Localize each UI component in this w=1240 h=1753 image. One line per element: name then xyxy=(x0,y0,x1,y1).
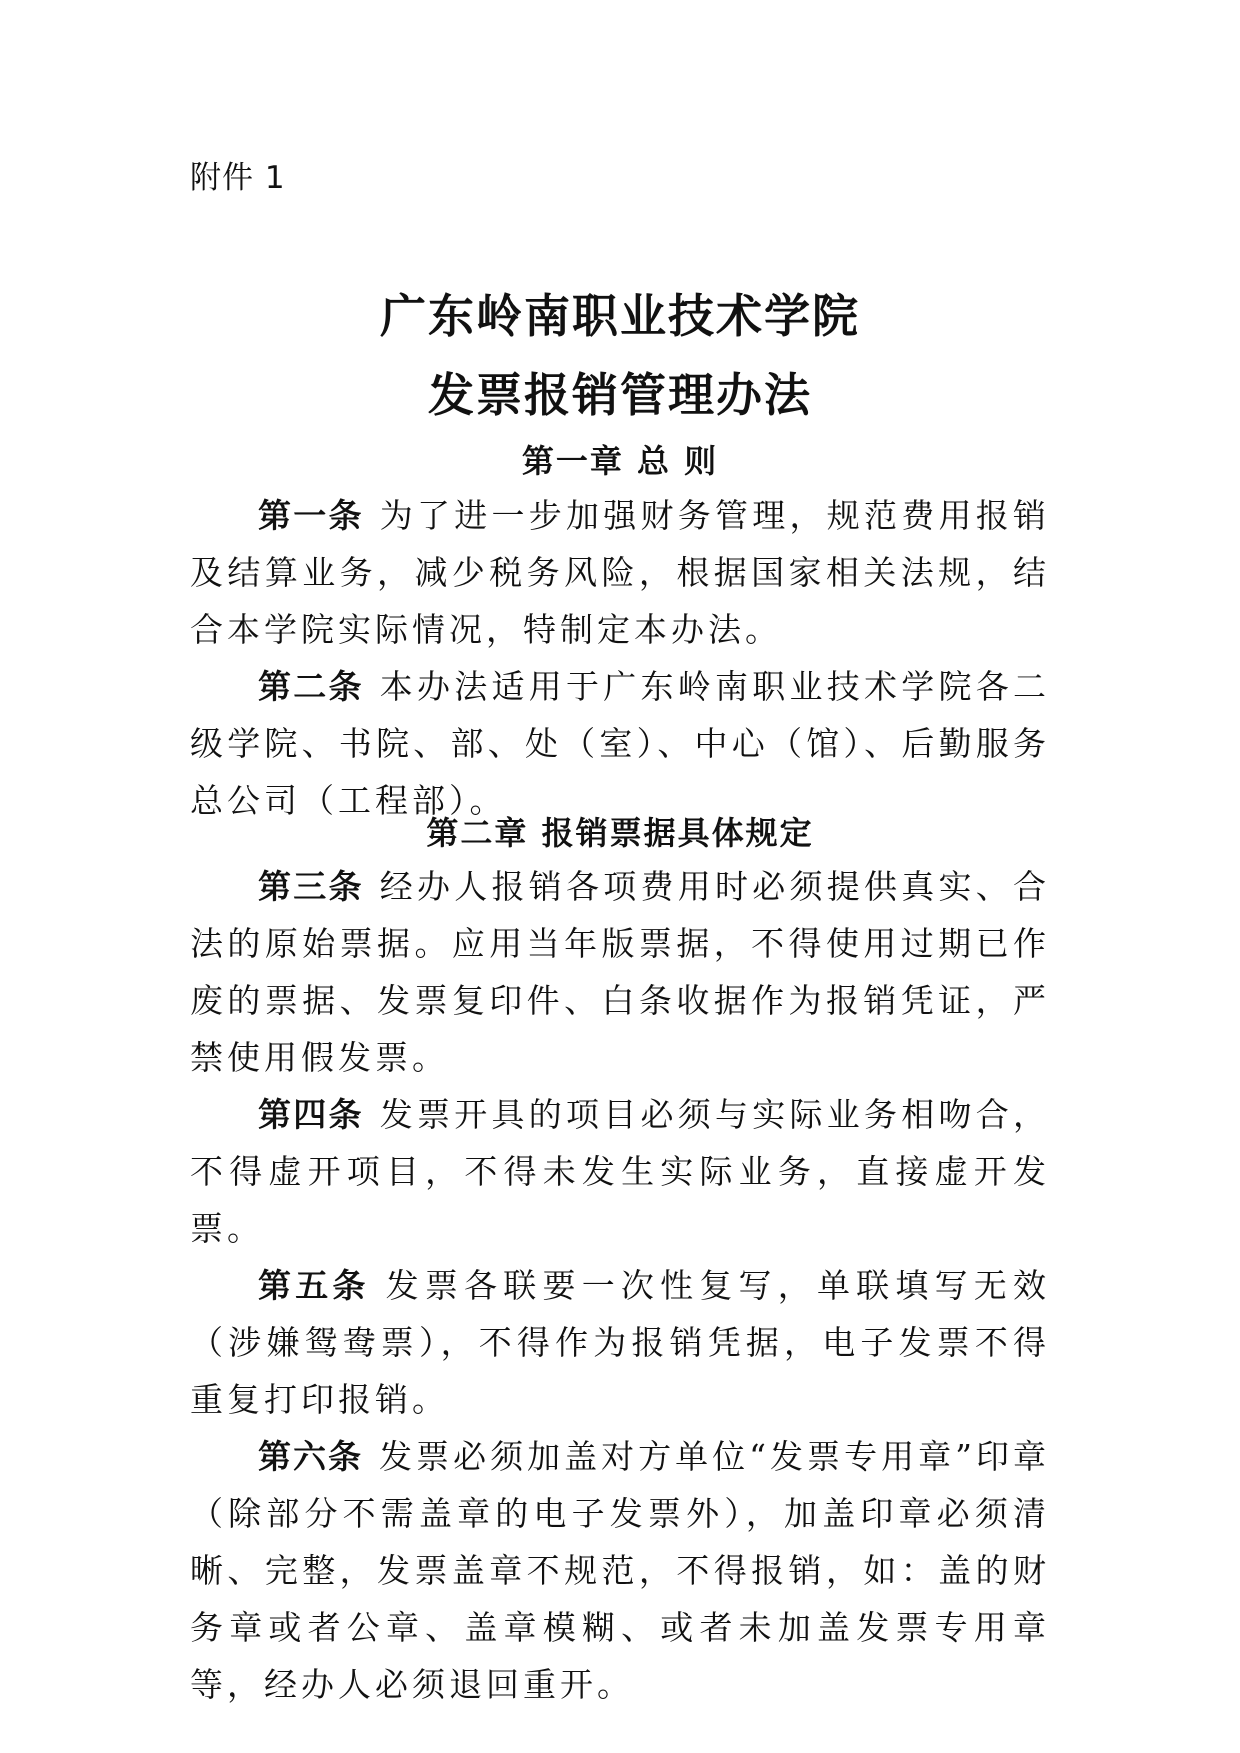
article-number: 第五条 xyxy=(258,1266,370,1305)
article-3 xyxy=(190,858,1050,1086)
article-number: 第四条 xyxy=(258,1095,364,1134)
article-text: 发票各联要一次性复写，单联填写无效（涉嫌鸳鸯票），不得作为报销凭据，电子发票不得重复打印报销。 xyxy=(190,1266,1051,1419)
article-2 xyxy=(190,658,1050,829)
article-5 xyxy=(190,1257,1050,1428)
article-4 xyxy=(190,1086,1050,1257)
document-title-line2: 发票报销管理办法 xyxy=(428,368,812,422)
article-number: 第三条 xyxy=(258,867,364,906)
article-number: 第六条 xyxy=(258,1437,364,1476)
chapter-2-body xyxy=(190,858,1050,1713)
article-number: 第一条 xyxy=(258,496,364,535)
chapter-1-body xyxy=(190,487,1050,829)
article-1 xyxy=(190,487,1050,658)
article-text: 经办人报销各项费用时必须提供真实、合法的原始票据。应用当年版票据，不得使用过期已作废的票据、发票复印件、白条收据作为报销凭证，严禁使用假发票。 xyxy=(190,867,1050,1077)
article-text: 为了进一步加强财务管理，规范费用报销及结算业务，减少税务风险，根据国家相关法规，结合本学院实际情况，特制定本办法。 xyxy=(190,496,1050,649)
article-text: 发票必须加盖对方单位“发票专用章”印章（除部分不需盖章的电子发票外），加盖印章必须清晰、完整，发票盖章不规范，不得报销，如：盖的财务章或者公章、盖章模糊、或者未加盖发票专用章等，经办人必须退回重开。 xyxy=(190,1437,1051,1704)
chapter-heading-1: 第一章 总 则 xyxy=(521,442,719,480)
article-text: 本办法适用于广东岭南职业技术学院各二级学院、书院、部、处（室）、中心（馆）、后勤服务总公司（工程部）。 xyxy=(190,667,1050,820)
document-title-line1: 广东岭南职业技术学院 xyxy=(380,289,860,343)
attachment-label: 附件 1 xyxy=(190,160,286,196)
article-text: 发票开具的项目必须与实际业务相吻合，不得虚开项目，不得未发生实际业务，直接虚开发票。 xyxy=(190,1095,1050,1248)
article-number: 第二条 xyxy=(258,667,364,706)
chapter-heading-2: 第二章 报销票据具体规定 xyxy=(426,814,814,852)
article-6 xyxy=(190,1428,1050,1713)
